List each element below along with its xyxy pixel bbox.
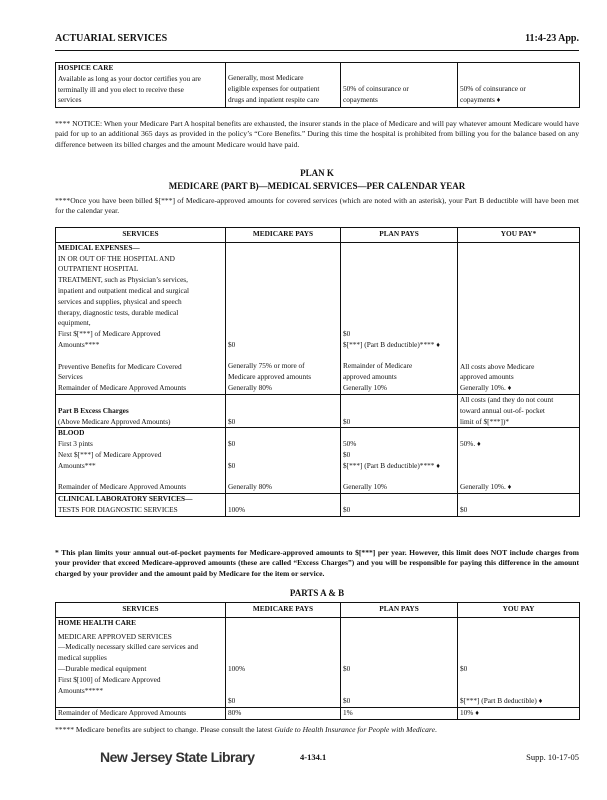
- col-header-you: YOU PAY*: [458, 228, 580, 243]
- plan-title: PLAN K: [300, 168, 334, 178]
- parts-ab-title: PARTS A & B: [289, 588, 345, 598]
- home-health-medicare-cell: 100% $0: [226, 617, 341, 707]
- hospice-you-cell: 50% of coinsurance or copayments ♦: [458, 63, 580, 108]
- section-title: ACTUARIAL SERVICES: [55, 33, 168, 44]
- home-health-services-cell: HOME HEALTH CARE MEDICARE APPROVED SERVICES —Medically necessary skilled care services and medical supplies —Durable medical equipment First $[100] of Medicare Approved Amounts*****: [56, 617, 226, 707]
- col-header-plan: PLAN PAYS: [341, 228, 458, 243]
- library-watermark: New Jersey State Library: [100, 749, 255, 765]
- col-header-medicare: MEDICARE PAYS: [226, 603, 341, 618]
- page-number: 4-134.1: [300, 752, 327, 762]
- col-header-plan: PLAN PAYS: [341, 603, 458, 618]
- table-row-home-health: [56, 617, 580, 707]
- parts-ab-table: [55, 602, 580, 720]
- plan-subtitle: MEDICARE (PART B)—MEDICAL SERVICES—PER CALENDAR YEAR: [168, 181, 466, 191]
- hospice-plan-cell: 50% of coinsurance or copayments: [341, 63, 458, 108]
- table-header-row: [56, 228, 580, 243]
- lab-plan-cell: $0: [341, 494, 458, 517]
- hospice-services-cell: HOSPICE CARE Available as long as your doctor certifies you are terminally ill and you elect to receive these services: [56, 63, 226, 108]
- blood-services-cell: BLOOD First 3 pints Next $[***] of Medicare Approved Amounts*** Remainder of Medicare Approved Amounts: [56, 428, 226, 494]
- notice-paragraph: **** NOTICE: When your Medicare Part A hospital benefits are exhausted, the insurer stands in the place of Medicare and will pay whatever amount Medicare would have paid for up to an additional 365 days as provided in the policy’s “Core Benefits.” During this time the hospital is prohibited from billing you for the balance based on any difference between its billed charges and the amount Medicare would have paid.: [55, 119, 579, 149]
- lab-you-cell: $0: [458, 494, 580, 517]
- table-row-excess: [56, 394, 580, 427]
- col-header-services: SERVICES: [56, 603, 226, 618]
- hospice-medicare-cell: Generally, most Medicare eligible expenses for outpatient drugs and inpatient respite care: [226, 63, 341, 108]
- blood-medicare-cell: $0 $0 Generally 80%: [226, 428, 341, 494]
- medical-plan-cell: $0 $[***] (Part B deductible)**** ♦ Remainder of Medicare approved amounts Generally 10%: [341, 242, 458, 394]
- lab-medicare-cell: 100%: [226, 494, 341, 517]
- col-header-services: SERVICES: [56, 228, 226, 243]
- remainder-medicare-cell: 80%: [226, 707, 341, 719]
- excess-services-cell: Part B Excess Charges (Above Medicare Approved Amounts): [56, 394, 226, 427]
- table-row-blood: [56, 428, 580, 494]
- blood-you-cell: 50%. ♦ Generally 10%. ♦: [458, 428, 580, 494]
- table-row: [56, 63, 580, 108]
- col-header-medicare: MEDICARE PAYS: [226, 228, 341, 243]
- medical-services-cell: MEDICAL EXPENSES— IN OR OUT OF THE HOSPITAL AND OUTPATIENT HOSPITAL TREATMENT, such as Physician’s services, inpatient and outpatient medical and surgical services and supplies, physical and speech therapy, diagnostic tests, durable medical equipment, First $[***] of Medicare Approved Amounts**** Preventive Benefits for Medicare Covered Services Remainder of Medicare Approved Amounts: [56, 242, 226, 394]
- lab-services-cell: CLINICAL LABORATORY SERVICES— TESTS FOR DIAGNOSTIC SERVICES: [56, 494, 226, 517]
- remainder-label-cell: Remainder of Medicare Approved Amounts: [56, 707, 226, 719]
- table-row-medical: [56, 242, 580, 394]
- footnote: ***** Medicare benefits are subject to change. Please consult the latest Guide to Health Insurance for People with Medicare.: [55, 725, 437, 734]
- supplement-date: Supp. 10-17-05: [526, 752, 579, 762]
- medical-medicare-cell: $0 Generally 75% or more of Medicare approved amounts Generally 80%: [226, 242, 341, 394]
- blood-plan-cell: 50% $0 $[***] (Part B deductible)**** ♦ Generally 10%: [341, 428, 458, 494]
- header-rule: [55, 50, 579, 51]
- excess-you-cell: All costs (and they do not count toward annual out-of- pocket limit of $[***])*: [458, 394, 580, 427]
- col-header-you: YOU PAY: [458, 603, 580, 618]
- table-row-remainder: [56, 707, 580, 719]
- out-of-pocket-note: * This plan limits your annual out-of-pocket payments for Medicare-approved amounts to $[***] per year. However, this limit does NOT include charges from your provider that exceed Medicare-approved amounts (these are called “Excess Charges”) and you will be responsible for paying this difference in the amount charged by your provider and the amount paid by Medicare for the item or service.: [55, 548, 579, 578]
- remainder-plan-cell: 1%: [341, 707, 458, 719]
- excess-plan-cell: $0: [341, 394, 458, 427]
- home-health-you-cell: $0 $[***] (Part B deductible) ♦: [458, 617, 580, 707]
- table-row-lab: [56, 494, 580, 517]
- section-number: 11:4-23 App.: [525, 33, 579, 44]
- page-footer: [55, 749, 579, 773]
- table-header-row: [56, 603, 580, 618]
- hospice-table: [55, 62, 580, 108]
- medical-you-cell: All costs above Medicare approved amounts Generally 10%. ♦: [458, 242, 580, 394]
- home-health-plan-cell: $0 $0: [341, 617, 458, 707]
- remainder-you-cell: 10% ♦: [458, 707, 580, 719]
- plan-intro: ****Once you have been billed $[***] of Medicare-approved amounts for covered services (which are noted with an asterisk), your Part B deductible will have been met for the calendar year.: [55, 196, 579, 216]
- partb-table: [55, 227, 580, 517]
- excess-medicare-cell: $0: [226, 394, 341, 427]
